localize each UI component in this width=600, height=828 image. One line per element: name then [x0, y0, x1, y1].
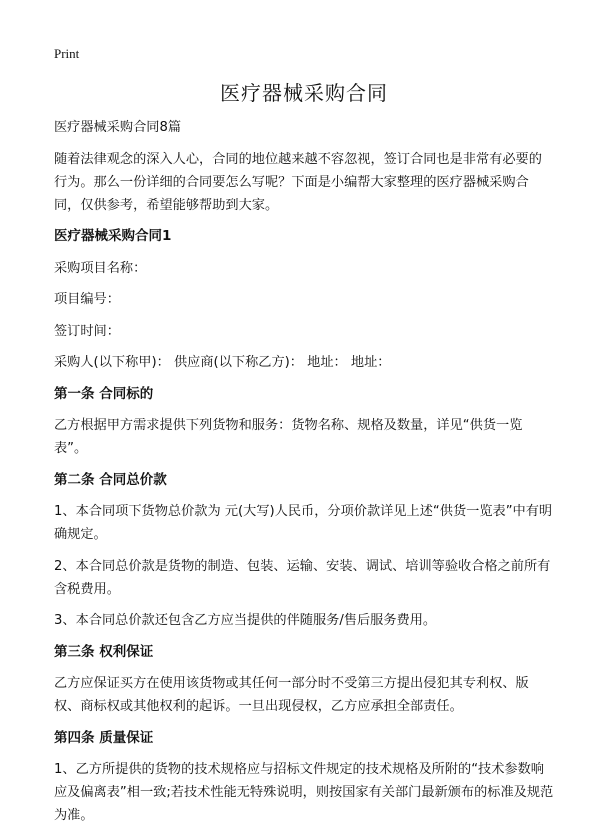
- article-paragraph: 1、本合同项下货物总价款为 元(大写)人民币，分项价款详见上述“供货一览表”中有明确规定。: [54, 504, 553, 542]
- article-heading: 第二条 合同总价款: [54, 471, 167, 488]
- article-paragraph: 乙方应保证买方在使用该货物或其任何一部分时不受第三方提出侵犯其专利权、版权、商标权或其他权利的起诉。一旦出现侵权，乙方应承担全部责任。: [54, 676, 529, 714]
- article-heading: 第一条 合同标的: [54, 385, 154, 402]
- article-paragraph: 3、本合同总价款还包含乙方应当提供的伴随服务/售后服务费用。: [54, 613, 437, 628]
- document-title: 医疗器械采购合同: [220, 81, 388, 105]
- field-parties: 采购人(以下称甲)： 供应商(以下称乙方)： 地址： 地址：: [54, 355, 391, 370]
- field-sign-time: 签订时间：: [54, 323, 120, 339]
- field-project-name: 采购项目名称：: [54, 260, 147, 276]
- intro-paragraph: 随着法律观念的深入人心，合同的地位越来越不容忽视，签订合同也是非常有必要的行为。那么一份详细的合同要怎么写呢？下面是小编帮大家整理的医疗器械采购合同，仅供参考，希望能够帮助到大家。: [54, 151, 542, 213]
- article-paragraph: 1、乙方所提供的货物的技术规格应与招标文件规定的技术规格及所附的“技术参数响应及偏离表”相一致;若技术性能无特殊说明，则按国家有关部门最新颁布的标准及规范为准。: [54, 762, 554, 823]
- section-title: 医疗器械采购合同1: [54, 228, 172, 244]
- field-project-no: 项目编号：: [54, 292, 120, 307]
- article-paragraph: 2、本合同总价款是货物的制造、包装、运输、安装、调试、培训等验收合格之前所有含税费用。: [54, 558, 551, 597]
- article-paragraph: 乙方根据甲方需求提供下列货物和服务：货物名称、规格及数量，详见“供货一览表”。: [54, 418, 523, 456]
- article-heading: 第三条 权利保证: [54, 643, 154, 660]
- article-heading: 第四条 质量保证: [54, 729, 154, 746]
- subtitle: 医疗器械采购合同8篇: [54, 120, 182, 135]
- print-link[interactable]: Print: [54, 46, 80, 61]
